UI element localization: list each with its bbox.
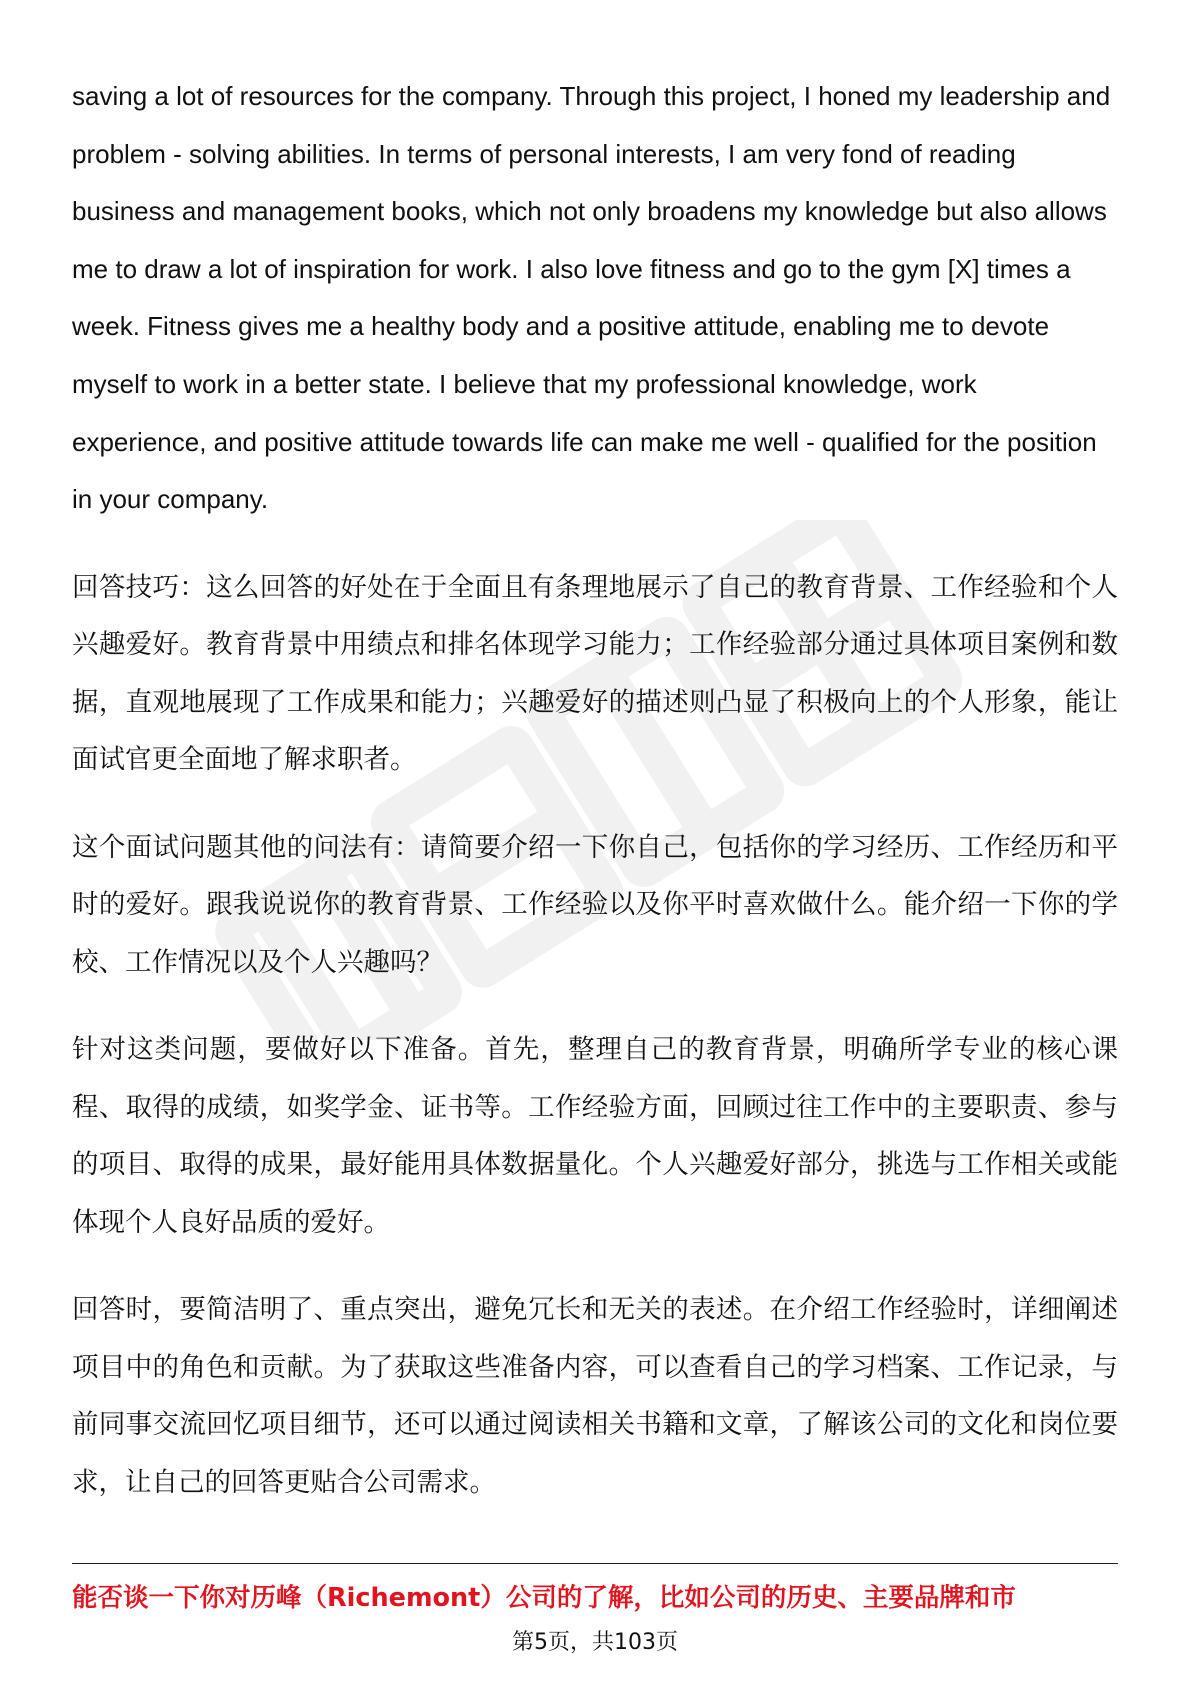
paragraph-answer-tips: 回答技巧：这么回答的好处在于全面且有条理地展示了自己的教育背景、工作经验和个人兴趣爱好。教育背景中用绩点和排名体现学习能力；工作经验部分通过具体项目案例和数据，直观地展现了工作成果和能力；兴趣爱好的描述则凸显了积极向上的个人形象，能让面试官更全面地了解求职者。 (72, 571, 1118, 776)
paragraph-alternative-questions: 这个面试问题其他的问法有：请简要介绍一下你自己，包括你的学习经历、工作经历和平时的爱好。跟我说说你的教育背景、工作经验以及你平时喜欢做什么。能介绍一下你的学校、工作情况以及个人兴趣吗？ (72, 831, 1118, 978)
page-indicator: 第5页，共103页 (512, 1630, 678, 1655)
paragraph-preparation: 针对这类问题，要做好以下准备。首先，整理自己的教育背景，明确所学专业的核心课程、取得的成绩，如奖学金、证书等。工作经验方面，回顾过往工作中的主要职责、参与的项目、取得的成果，最好能用具体数据量化。个人兴趣爱好部分，挑选与工作相关或能体现个人良好品质的爱好。 (72, 1034, 1118, 1238)
section-divider (72, 1563, 1118, 1564)
paragraph-answer-continued: saving a lot of resources for the company. Through this project, I honed my leadership and problem - solving abilities. In terms of personal interests, I am very fond of reading business and management books, which not only broadens my knowledge but also allows me to draw a lot of inspiration for work. I also love fitness and go to the gym [X] times a week. Fitness gives me a healthy body and a positive attitude, enabling me to devote myself to work in a better state. I believe that my professional knowledge, work experience, and positive attitude towards life can make me well - qualified for the position in your company. (72, 81, 1111, 515)
next-question-heading: 能否谈一下你对历峰（Richemont）公司的了解，比如公司的历史、主要品牌和市 (72, 1583, 1016, 1613)
body-content (72, 68, 1118, 1511)
paragraph-answer-advice: 回答时，要简洁明了、重点突出，避免冗长和无关的表述。在介绍工作经验时，详细阐述项目中的角色和贡献。为了获取这些准备内容，可以查看自己的学习档案、工作记录，与前同事交流回忆项目细节，还可以通过阅读相关书籍和文章，了解该公司的文化和岗位要求，让自己的回答更贴合公司需求。 (72, 1294, 1118, 1498)
